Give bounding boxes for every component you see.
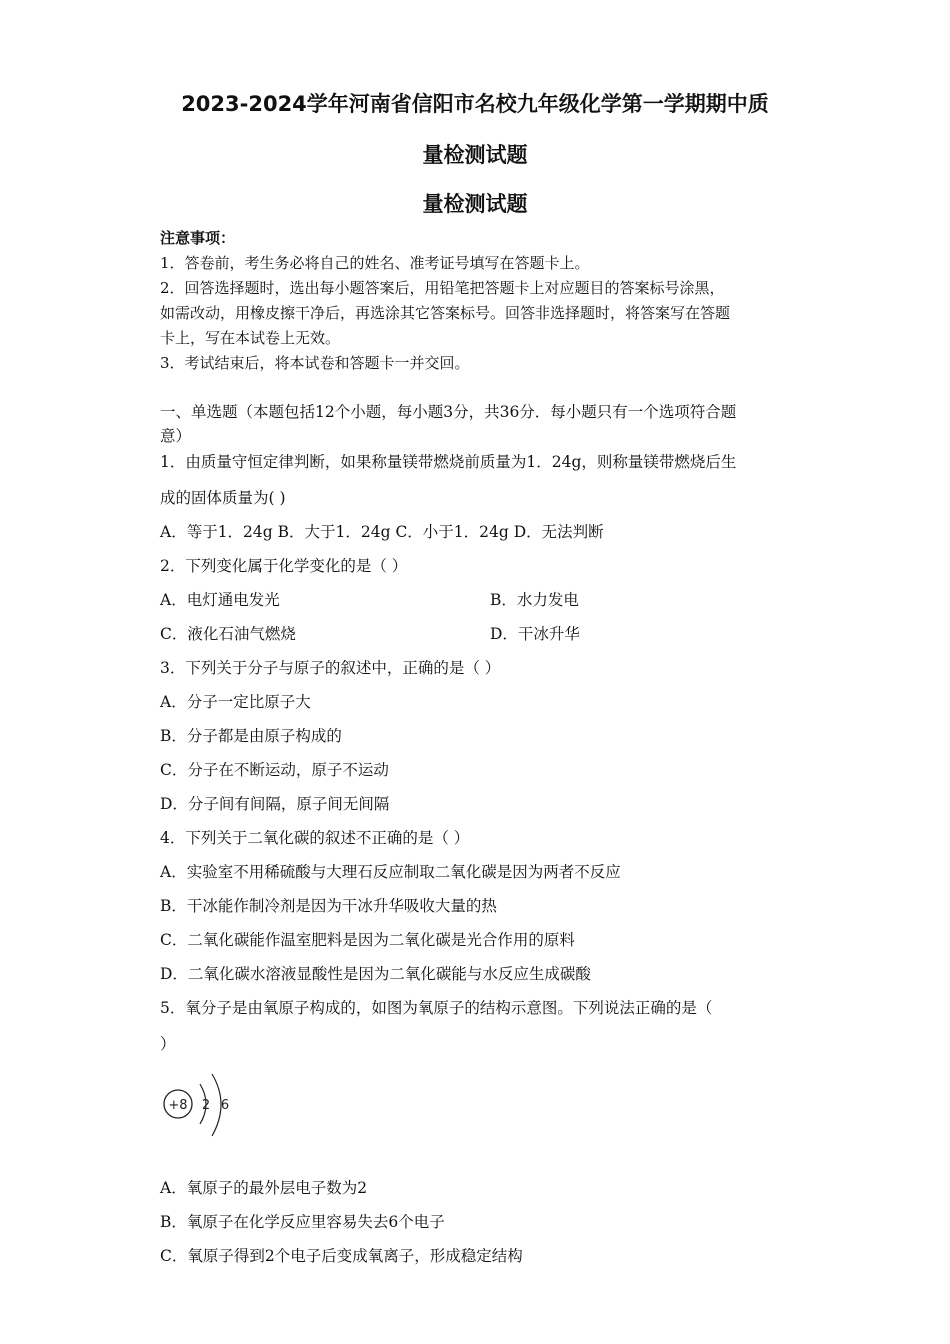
notice-item: 1．答卷前，考生务必将自己的姓名、准考证号填写在答题卡上。 (160, 254, 590, 272)
shell-1-electrons: 2 (201, 1098, 211, 1113)
section-heading-line1: 一、单选题（本题包括12个小题，每小题3分，共36分．每小题只有一个选项符合题 (160, 403, 737, 421)
q4-option-b: B．干冰能作制冷剂是因为干冰升华吸收大量的热 (160, 897, 497, 915)
q4-option-a: A．实验室不用稀硫酸与大理石反应制取二氧化碳是因为两者不反应 (160, 863, 621, 881)
q3-option-d: D．分子间有间隔，原子间无间隔 (160, 795, 390, 813)
nucleus-charge: +8 (168, 1098, 188, 1113)
q2-option-a: A．电灯通电发光 (160, 591, 280, 609)
q5-option-c: C．氧原子得到2个电子后变成氧离子，形成稳定结构 (160, 1247, 523, 1265)
q5-stem-line1: 5．氧分子是由氧原子构成的，如图为氧原子的结构示意图。下列说法正确的是（ (160, 999, 713, 1017)
notice-item: 2．回答选择题时，选出每小题答案后，用铅笔把答题卡上对应题目的答案标号涂黑， (160, 279, 725, 297)
notice-item: 3．考试结束后，将本试卷和答题卡一并交回。 (160, 354, 470, 372)
q4-option-c: C．二氧化碳能作温室肥料是因为二氧化碳是光合作用的原料 (160, 931, 575, 949)
q1-options: A．等于1．24g B．大于1．24g C．小于1．24g D．无法判断 (160, 523, 604, 541)
electron-shell-2 (212, 1074, 221, 1136)
q4-option-d: D．二氧化碳水溶液显酸性是因为二氧化碳能与水反应生成碳酸 (160, 965, 591, 983)
q3-option-a: A．分子一定比原子大 (160, 693, 311, 711)
oxygen-atom-diagram (156, 1066, 246, 1146)
q3-stem: 3．下列关于分子与原子的叙述中，正确的是（ ） (160, 659, 501, 677)
q1-stem-line1: 1．由质量守恒定律判断，如果称量镁带燃烧前质量为1．24g，则称量镁带燃烧后生 (160, 453, 737, 471)
q2-option-b: B．水力发电 (490, 591, 579, 609)
q5-option-b: B．氧原子在化学反应里容易失去6个电子 (160, 1213, 445, 1231)
page-title-line1: 2023-2024学年河南省信阳市名校九年级化学第一学期期中质 (181, 92, 769, 116)
q3-option-c: C．分子在不断运动，原子不运动 (160, 761, 389, 779)
q2-stem: 2．下列变化属于化学变化的是（ ） (160, 557, 408, 575)
q1-stem-line2: 成的固体质量为( ) (160, 489, 286, 507)
q5-option-a: A．氧原子的最外层电子数为2 (160, 1179, 368, 1197)
q4-stem: 4．下列关于二氧化碳的叙述不正确的是（ ） (160, 829, 470, 847)
page-title-line2: 量检测试题 (422, 143, 528, 167)
q3-option-b: B．分子都是由原子构成的 (160, 727, 342, 745)
q2-option-d: D．干冰升华 (490, 625, 580, 643)
shell-2-electrons: 6 (220, 1098, 230, 1113)
notice-item: 如需改动，用橡皮擦干净后，再选涂其它答案标号。回答非选择题时，将答案写在答题 (160, 304, 731, 322)
page-title-line3: 量检测试题 (422, 192, 528, 216)
notice-item: 卡上，写在本试卷上无效。 (160, 329, 341, 347)
section-heading-line2: 意） (160, 427, 192, 445)
notice-heading: 注意事项： (160, 229, 236, 247)
q2-option-c: C．液化石油气燃烧 (160, 625, 296, 643)
q5-stem-line2: ） (160, 1035, 176, 1053)
